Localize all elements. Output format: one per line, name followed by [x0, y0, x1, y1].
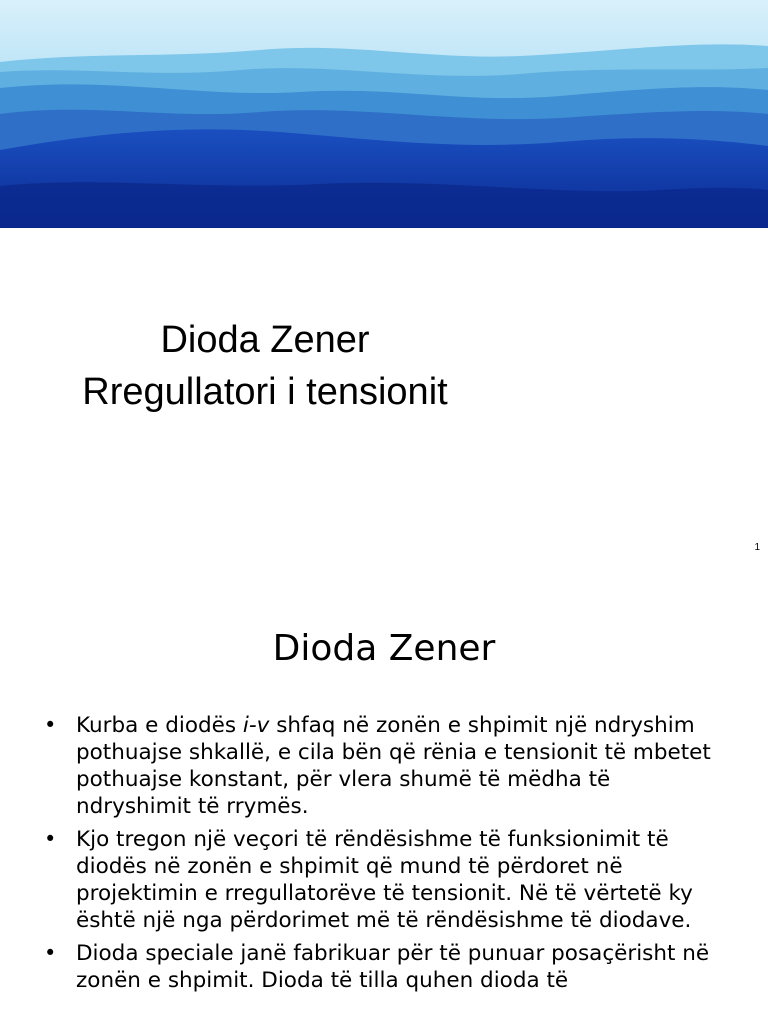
- mountain-banner-image: [0, 0, 768, 228]
- bullet-list: [0, 712, 768, 1000]
- bullet-icon: •: [44, 713, 57, 737]
- bullet-icon: •: [44, 827, 57, 851]
- page-number: 1: [754, 542, 760, 553]
- bullet-item-1: [0, 712, 768, 820]
- bullet-1-text-start: Kurba e diodës: [76, 713, 243, 738]
- slide-2-heading: Dioda Zener: [272, 628, 496, 669]
- bullet-1-emphasis: i-v: [242, 713, 270, 738]
- bullet-icon: •: [44, 941, 57, 965]
- bullet-2-text: Kjo tregon një veçori të rëndësishme të funksionimit të diodës në zonën e shpimit që mund të përdoret në projektimin e rregullatorëve të tensionit. Në të vërtetë ky është një nga përdorimet më të rëndësishme të diodave.: [76, 827, 693, 933]
- bullet-item-2: [0, 826, 768, 934]
- slide-2: [0, 576, 768, 1024]
- bullet-1-text-end: shfaq në zonën e shpimit një ndryshim pothuajse shkallë, e cila bën që rënia e tensionit të mbetet pothuajse konstant, për vlera shumë të mëdha të ndryshimit të rrymës.: [76, 713, 711, 819]
- slide-1-title: [0, 314, 530, 418]
- title-line-2: Rregullatori i tensionit: [82, 371, 448, 413]
- title-line-1: Dioda Zener: [160, 319, 370, 361]
- bullet-item-3: [0, 940, 768, 994]
- bullet-3-text: Dioda speciale janë fabrikuar për të punuar posaçërisht në zonën e shpimit. Dioda të tilla quhen dioda të: [76, 941, 710, 993]
